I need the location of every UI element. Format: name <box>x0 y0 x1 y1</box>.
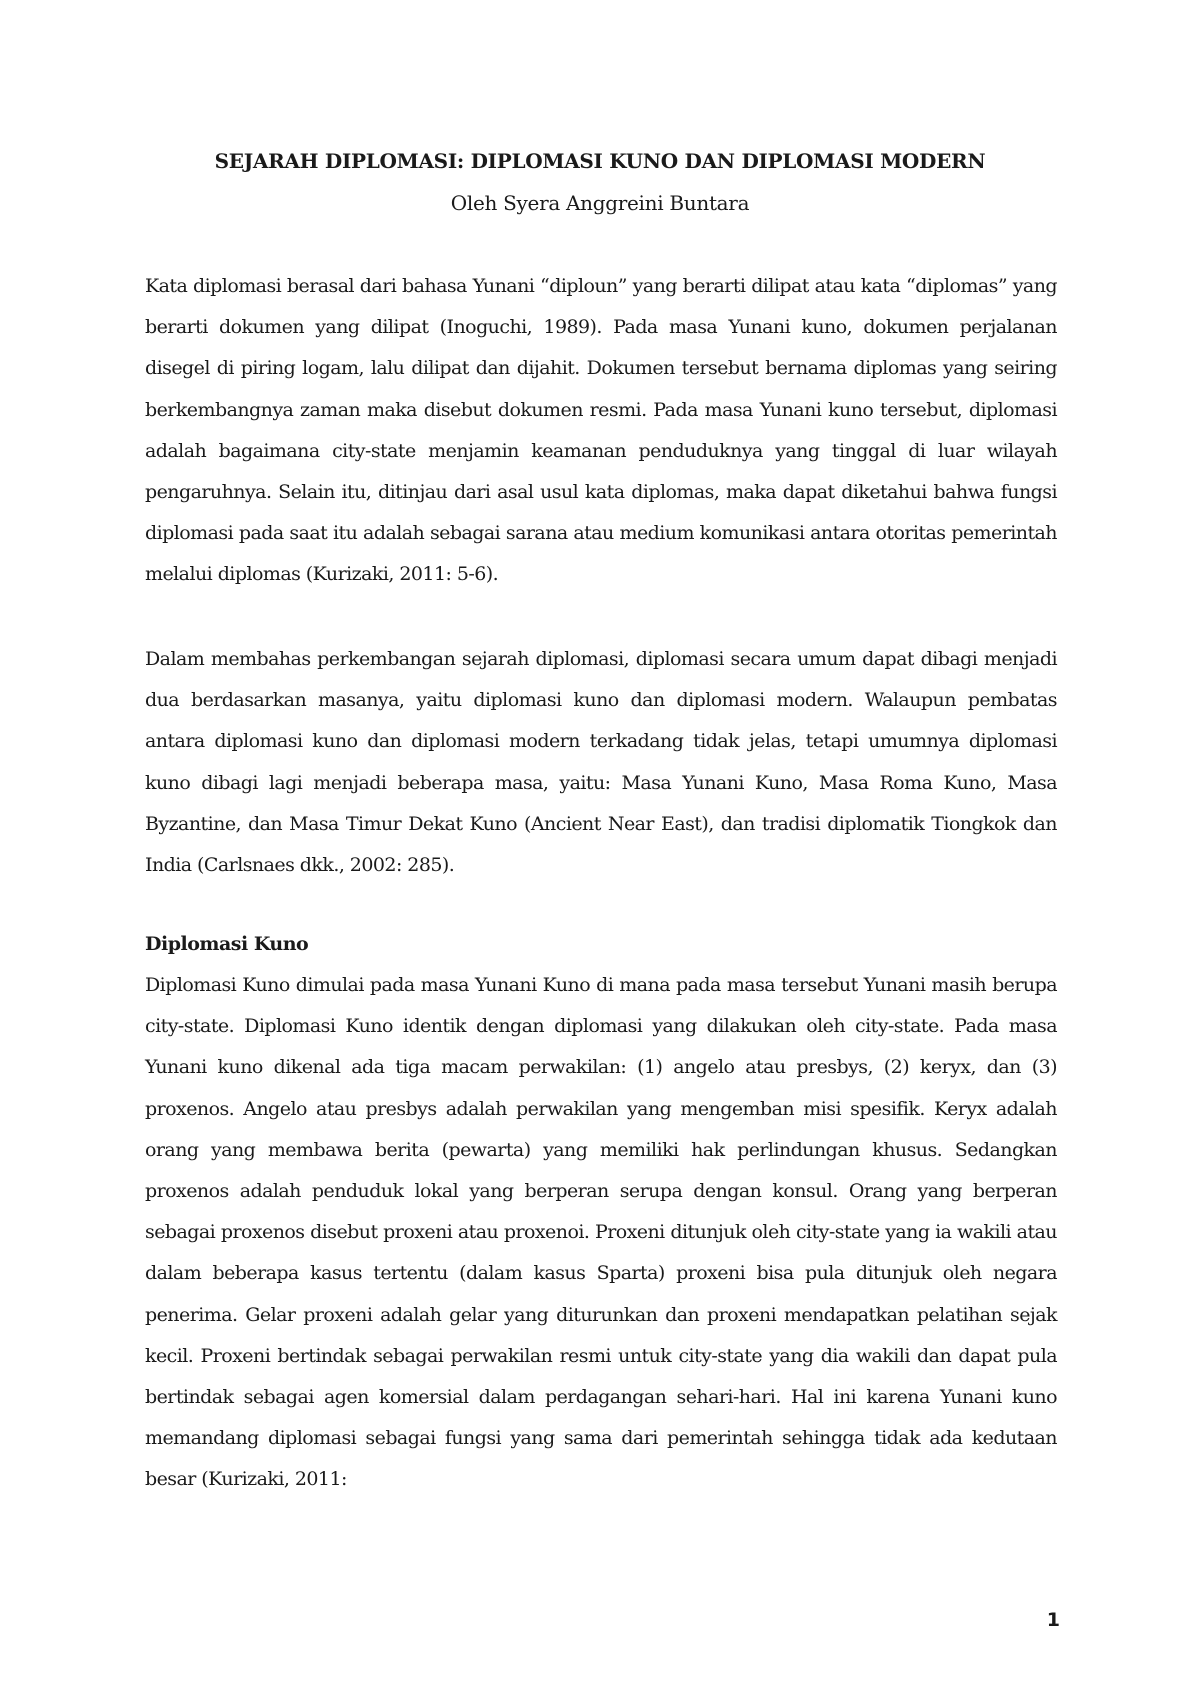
document-author: Oleh Syera Anggreini Buntara <box>450 191 750 215</box>
paragraph-diplomasi-kuno: Diplomasi Kuno dimulai pada masa Yunani Kuno di mana pada masa tersebut Yunani masih berupa city-state. Diplomasi Kuno identik dengan diplomasi yang dilakukan oleh city-state. Pada masa Yunani kuno dikenal ada tiga macam perwakilan: (1) angelo atau presbys, (2) keryx, dan (3) proxenos. Angelo atau presbys adalah perwakilan yang mengemban misi spesifik. Keryx adalah orang yang membawa berita (pewarta) yang memiliki hak perlindungan khusus. Sedangkan proxenos adalah penduduk lokal yang berperan serupa dengan konsul. Orang yang berperan sebagai proxenos disebut proxeni atau proxenoi. Proxeni ditunjuk oleh city-state yang ia wakili atau dalam beberapa kasus tertentu (dalam kasus Sparta) proxeni bisa pula ditunjuk oleh negara penerima. Gelar proxeni adalah gelar yang diturunkan dan proxeni mendapatkan pelatihan sejak kecil. Proxeni bertindak sebagai perwakilan resmi untuk city-state yang dia wakili dan dapat pula bertindak sebagai agen komersial dalam perdagangan sehari-hari. Hal ini karena Yunani kuno memandang diplomasi sebagai fungsi yang sama dari pemerintah sehingga tidak ada kedutaan besar (Kurizaki, 2011: <box>145 974 1057 1491</box>
paragraph-etymology: Kata diplomasi berasal dari bahasa Yunani “diploun” yang berarti dilipat atau kata “diplomas” yang berarti dokumen yang dilipat (Inoguchi, 1989). Pada masa Yunani kuno, dokumen perjalanan disegel di piring logam, lalu dilipat dan dijahit. Dokumen tersebut bernama diplomas yang seiring berkembangnya zaman maka disebut dokumen resmi. Pada masa Yunani kuno tersebut, diplomasi adalah bagaimana city-state menjamin keamanan penduduknya yang tinggal di luar wilayah pengaruhnya. Selain itu, ditinjau dari asal usul kata diplomas, maka dapat diketahui bahwa fungsi diplomasi pada saat itu adalah sebagai sarana atau medium komunikasi antara otoritas pemerintah melalui diplomas (Kurizaki, 2011: 5-6). <box>145 275 1057 586</box>
document-title: SEJARAH DIPLOMASI: DIPLOMASI KUNO DAN DIPLOMASI MODERN <box>214 149 986 173</box>
section-heading: Diplomasi Kuno <box>145 933 309 955</box>
paragraph-periodization: Dalam membahas perkembangan sejarah diplomasi, diplomasi secara umum dapat dibagi menjadi dua berdasarkan masanya, yaitu diplomasi kuno dan diplomasi modern. Walaupun pembatas antara diplomasi kuno dan diplomasi modern terkadang tidak jelas, tetapi umumnya diplomasi kuno dibagi lagi menjadi beberapa masa, yaitu: Masa Yunani Kuno, Masa Roma Kuno, Masa Byzantine, dan Masa Timur Dekat Kuno (Ancient Near East), dan tradisi diplomatik Tiongkok dan India (Carlsnaes dkk., 2002: 285). <box>145 648 1057 877</box>
page-number: 1 <box>1046 1609 1060 1631</box>
